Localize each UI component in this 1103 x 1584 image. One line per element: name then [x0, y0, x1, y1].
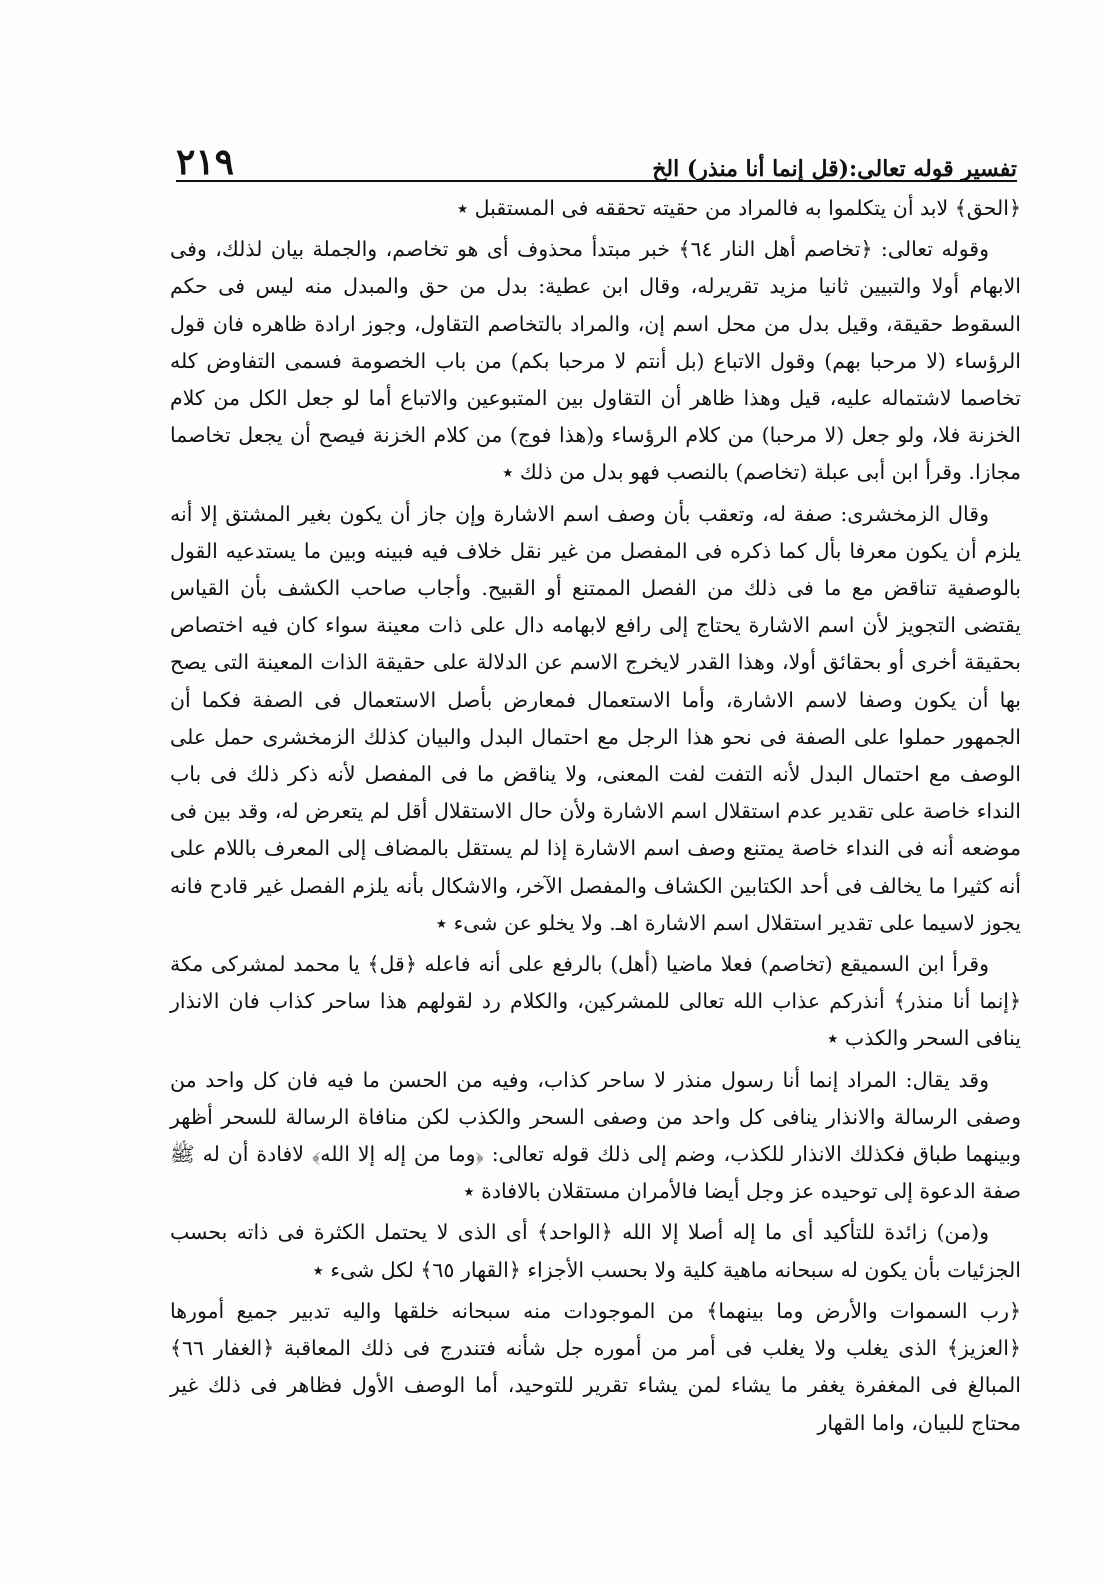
paragraph: وقرأ ابن السميقع (تخاصم) فعلا ماضيا (أهل) بالرفع على أنه فاعله ﴿قل﴾ يا محمد لمشركى مكة ﴿إنما أنا منذر﴾ أنذركم عذاب الله تعالى للمشركين، والكلام رد لقولهم هذا ساحر كذاب فان الانذار ينافى السحر والكذب ٭ [170, 952, 1021, 1051]
paragraph: و(من) زائدة للتأكيد أى ما إله أصلا إلا الله ﴿الواحد﴾ أى الذى لا يحتمل الكثرة فى ذاته بحسب الجزئيات بأن يكون له سبحانه ماهية كلية ولا بحسب الأجزاء ﴿القهار ٦٥﴾ لكل شىء ٭ [170, 1220, 1021, 1282]
page-body [170, 190, 1021, 1446]
page-header [176, 130, 1017, 183]
paragraph: وقال الزمخشرى: صفة له، وتعقب بأن وصف اسم الاشارة وإن جاز أن يكون بغير المشتق إلا أنه يلزم أن يكون معرفا بأل كما ذكره فى المفصل من غير نقل خلاف فيه فبينه وبين ما يستدعيه القول بالوصفية تناقض مع ما فى ذلك من الفصل الممتنع أو القبيح. وأجاب صاحب الكشف بأن القياس يقتضى التجويز لأن اسم الاشارة يحتاج إلى رافع لابهامه دال على ذات معينة سواء كان فيه اختصاص بحقيقة أخرى أو بحقائق أولا، وهذا القدر لايخرج الاسم عن الدلالة على حقيقة الذات المعينة التى يصح بها أن يكون وصفا لاسم الاشارة، وأما الاستعمال فمعارض بأصل الاستعمال فى الصفة فكما أن الجمهور حملوا على الصفة فى نحو هذا الرجل مع احتمال البدل والبيان كذلك الزمخشرى حمل على الوصف مع احتمال البدل لأنه التفت لفت المعنى، ولا يناقض ما فى المفصل لأنه ذكر ذلك فى باب النداء خاصة على تقدير عدم استقلال اسم الاشارة ولأن حال الاستقلال أقل لم يتعرض له، وقد بين فى موضعه أنه فى النداء خاصة يمتنع وصف اسم الاشارة إذا لم يستقل بالمضاف إلى المعرف باللام على أنه كثيرا ما يخالف فى أحد الكتابين الكشاف والمفصل الآخر، والاشكال بأنه يلزم الفصل غير قادح فانه يجوز لاسيما على تقدير استقلال اسم الاشارة اهـ. ولا يخلو عن شىء ٭ [170, 501, 1021, 935]
paragraph: وقد يقال: المراد إنما أنا رسول منذر لا ساحر كذاب، وفيه من الحسن ما فيه فان كل واحد من وصفى الرسالة والانذار ينافى كل واحد من وصفى السحر والكذب لكن منافاة الرسالة للسحر أظهر وبينهما طباق فكذلك الانذار للكذب، وضم إلى ذلك قوله تعالى: ﴿وما من إله إلا الله﴾ لافادة أن له ﷺ صفة الدعوة إلى توحيده عز وجل أيضا فالأمران مستقلان بالافادة ٭ [170, 1067, 1021, 1204]
paragraph: ﴿رب السموات والأرض وما بينهما﴾ من الموجودات منه سبحانه خلقها واليه تدبير جميع أمورها ﴿العزيز﴾ الذى يغلب ولا يغلب فى أمر من أموره جل شأنه فتندرج فى ذلك المعاقبة ﴿الغفار ٦٦﴾ المبالغ فى المغفرة يغفر ما يشاء لمن يشاء تقرير للتوحيد، أما الوصف الأول فظاهر فى ذلك غير محتاج للبيان، واما القهار [170, 1298, 1021, 1435]
paragraph: وقوله تعالى: ﴿تخاصم أهل النار ٦٤﴾ خبر مبتدأ محذوف أى هو تخاصم، والجملة بيان لذلك، وفى الابهام أولا والتبيين ثانيا مزيد تقريرله، وقال ابن عطية: بدل من حق والمبدل منه ليس فى حكم السقوط حقيقة، وقيل بدل من محل اسم إن، والمراد بالتخاصم التقاول، وجوز ارادة ظاهره فان قول الرؤساء (لا مرحبا بهم) وقول الاتباع (بل أنتم لا مرحبا بكم) من باب الخصومة فسمى التفاوض كله تخاصما لاشتماله عليه، قيل وهذا ظاهر أن التقاول بين المتبوعين والاتباع أما لو جعل الكل من كلام الخزنة فلا، ولو جعل (لا مرحبا) من كلام الرؤساء و(هذا فوج) من كلام الخزنة فيصح أن يجعل تخاصما مجازا. وقرأ ابن أبى عبلة (تخاصم) بالنصب فهو بدل من ذلك ٭ [170, 237, 1021, 485]
page-number: ٢١٩ [176, 141, 235, 183]
header-rule [176, 180, 1017, 182]
paragraph: ﴿الحق﴾ لابد أن يتكلموا به فالمراد من حقيته تحققه فى المستقبل ٭ [456, 196, 1021, 220]
running-title: تفسير قوله تعالى:(قل إنما أنا منذر) الخ [652, 156, 1017, 182]
